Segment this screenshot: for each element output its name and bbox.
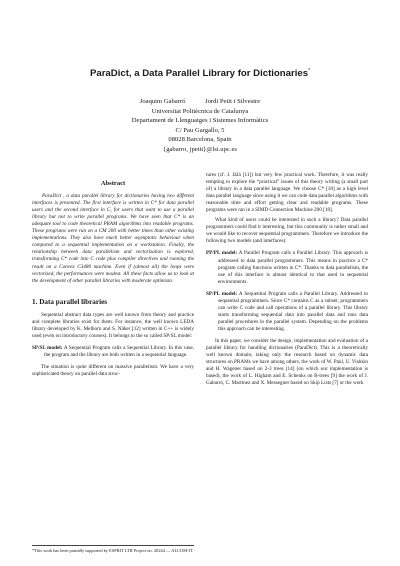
title-footnote-mark: * [308,68,311,74]
title-rest: , a Data Parallel Library for Dictionaries [128,68,309,80]
author-emails: {gabarro, jpetit}@lsi.upc.es [163,145,237,153]
footnote: *This work has been partially supported by ESPRIT LTR Project no. 20244 — ALCOM-IT. [32,545,194,554]
definition-text: A Sequential Program calls a Sequential Library. In this case, the program and the library are both written in a sequential language. [44,344,195,358]
section-heading: 1. Data parallel libraries [32,297,108,306]
author-names [0,97,400,107]
affiliation-department: Departament de Llenguatges i Sistemes Informàtics [131,117,269,125]
paragraph: What kind of users could be interested in such a library? Data parallel programmers could find it interesting, but this community is rather small and we would like to recover sequential programmers. Therefore we introduce the following two models (and interfaces): [206,217,368,245]
definition-text: A Parallel Program calls a Parallel Library. This approach is addressed to data parallel programmers. This means in practice a C* program calling functions written in C*. Thanks to data parallelism, the use of this interface is almost identical to that used in sequential environments. [218,250,368,285]
paper-title [0,68,400,79]
title-main: ParaDict [89,68,129,80]
paragraph: tures (cf. J. JáJá [11]) but very few practical work. Therefore, it was really tempting to explore the “practical” issues of this theory writing (a small part of) a library in a data parallel language. We choose C* [18] as a high level data parallel language since using it we can code data parallel algorithms with reasonable time and effort getting clear and readable programs. These programs were ran in a SIMD Connection Machine 200 [10]. [206,172,368,214]
right-column [206,172,368,390]
affiliation-street: C/ Pau Gargallo, 5 [175,126,225,134]
definition-sp-pl [206,291,368,333]
definition-term: PP/PL model: [206,250,238,257]
definition-text: A Sequential Program calls a Parallel Library. Addressed to sequential programmers. Since C* contains C as a subset, programmers can write C code and call operations of a parallel library. This library starts transforming sequential data into parallel data and runs data parallel procedures in the parallel system. Depending on the problems this approach can be interesting. [218,290,368,332]
definition-pp-pl [206,250,368,285]
abstract-text: ParaDict , a data parallel library for dictionaries having two different interfaces is presented. The first interface is written in C* for data parallel users and the second interface in C, for users that want to use a parallel library but not to write parallel programs. We have seen that C* is an adequate tool to code theoretical PRAM algorithms into readable programs. These programs were run on a CM 200 with better times than other existing implementations. They also have much better asymptotic behaviour when compared to a sequential implementation on a workstation. Finally, the relationship between data parallelism and vectorization is explored, transforming C* code into C code plus compiler directives and running the result on a Convex C3480 machine. Even if (almost all) the loops were vectorized, the performances were modest. All these facts allow us to look at the development of other parallel libraries with moderate optimism. [32,193,194,284]
left-column [32,180,195,381]
paragraph: In this paper, we consider the design, implementation and evaluation of a parallel library for handling dictionaries (ParaDict). This is a theoretically well known domain; taking only the research based on dynamic data structures on PRAMs we have among others, the work of W. Paul, U. Vishkin and H. Wagener based on 2-3 trees [14] (on which our implementation is based), the work of L. Higham and E. Schenks on B-trees [9] the work of J. Gabarró, C. Martínez and X. Messeguer based on Skip Lists [7] or the work [206,337,368,387]
author-block [0,97,400,155]
affiliation-city: 08028 Barcelona, Spain [168,136,232,144]
author-name: Jordi Petit i Silvestre [205,98,261,105]
affiliation-university: Universitat Politècnica de Catalunya [151,107,249,115]
abstract-heading: Abstract [100,180,126,187]
definition-term: SP/SL model: [32,344,63,351]
paragraph: Sequential abstract data types are well known from theory and practice and complete libraries exist for them. For instance, the well known LEDA library developed by K. Melhorn and S. Näher [12] written in C++ is widely used (even on introductory courses). It belongs to the so called SP/SL model: [32,311,194,339]
definition-sp-sl [32,345,194,359]
paragraph: The situation is quite different on massive parallelism. We have a very sophisticated theory on parallel data struc- [32,363,194,378]
definition-term: SP/PL model: [206,290,238,297]
author-name: Joaquim Gabarró [139,98,186,105]
